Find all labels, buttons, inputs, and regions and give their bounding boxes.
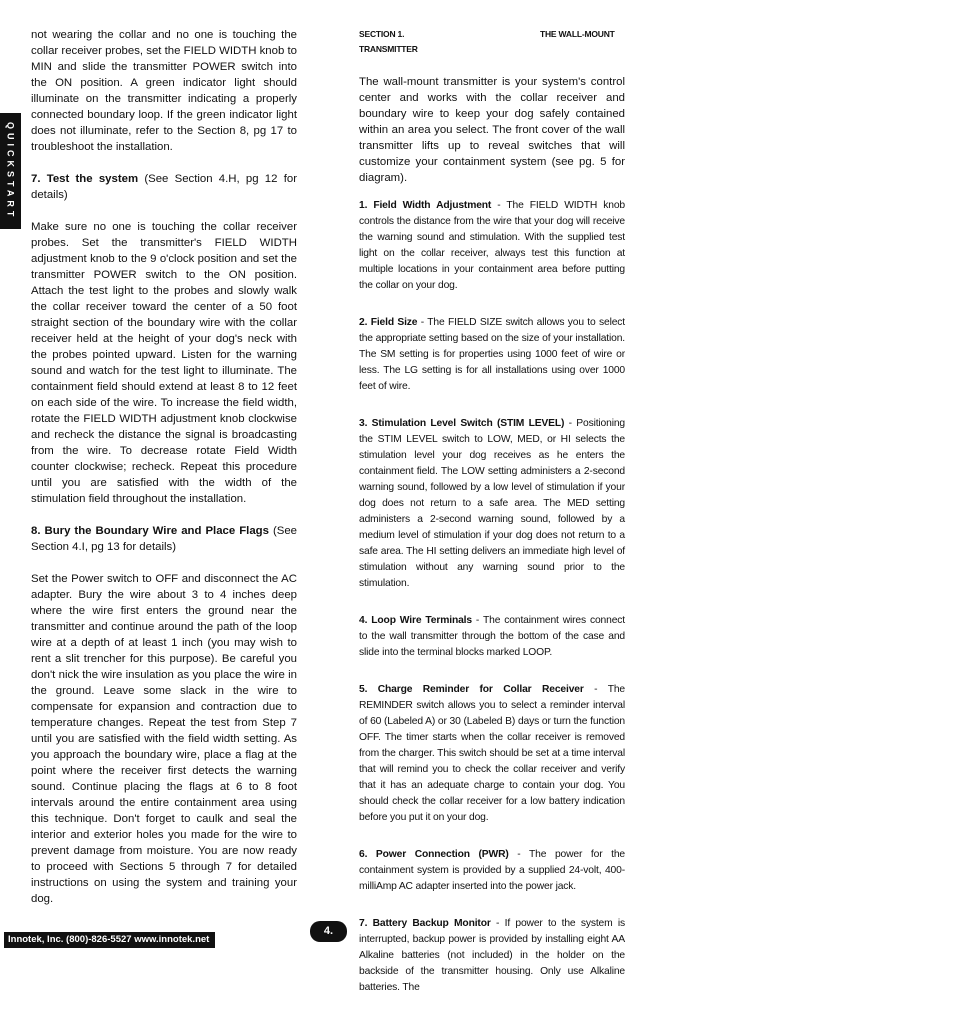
feature-item-text: - The power for the containment system is provided by a supplied 24-volt, 400-milliAmp AC adapter inserted into the power jack. [359, 849, 625, 892]
section-title: THE WALL-MOUNT [540, 29, 615, 39]
section-subtitle: TRANSMITTER [359, 44, 418, 54]
step7-reference: (See Section 4.H, pg 12 for details) [31, 173, 297, 201]
side-tab-label: QUICKSTART [5, 121, 16, 221]
step8-heading [31, 523, 297, 555]
step8-title: 8. Bury the Boundary Wire and Place Flags [31, 525, 269, 537]
step7-body: Make sure no one is touching the collar receiver probes. Set the transmitter's FIELD WIDTH adjustment knob to the 9 o'clock position and set the transmitter POWER switch to the ON position. Attach the test light to the probes and slowly walk the collar receiver toward the center of a 50 foot straight section of the boundary wire with the collar receiver held at the height of your dog's neck with the probes pointed upward. Listen for the warning sound and watch for the test light to illuminate. The containment field should extend at least 8 to 12 feet on each side of the wire. To increase the field width, rotate the FIELD WIDTH adjustment knob clockwise and recheck the distance the signal is broadcasting from the wire. To decrease rotate Field Width counter clockwise; recheck. Repeat this procedure until you are satisfied with the width of the stimulation field throughout the installation. [31, 221, 297, 505]
feature-item-title: 2. Field Size [359, 317, 418, 328]
feature-item-title: 1. Field Width Adjustment [359, 200, 492, 211]
feature-item-text: - The REMINDER switch allows you to select a reminder interval of 60 (Labeled A) or 30 (Labeled B) days or turn the function OFF. The timer starts when the collar receiver is removed from the charger. This switch should be set at a time interval that will remind you to check the collar receiver and verify that it has an adequate charge to contain your dog. You should check the collar receiver for a low battery indication before you put it on your dog. [359, 684, 625, 823]
quickstart-side-tab [0, 113, 21, 229]
feature-item-title: 6. Power Connection (PWR) [359, 849, 509, 860]
page-number: 4. [310, 921, 347, 942]
feature-item-text: - The containment wires connect to the wall transmitter through the bottom of the case and slide into the terminal blocks marked LOOP. [359, 615, 625, 658]
feature-item-title: 5. Charge Reminder for Collar Receiver [359, 684, 584, 695]
step7-heading [31, 171, 297, 203]
feature-item [359, 613, 625, 661]
feature-item [359, 916, 625, 996]
feature-item [359, 847, 625, 895]
section-label: SECTION 1. [359, 29, 405, 39]
section-intro: The wall-mount transmitter is your system's control center and works with the collar receiver and boundary wire to keep your dog safely contained within an area you select. The front cover of the wall transmitter lifts up to reveal switches that will customize your containment system (see pg. 5 for diagram). [359, 76, 625, 184]
step8-reference: (See Section 4.I, pg 13 for details) [31, 525, 297, 553]
step8-body: Set the Power switch to OFF and disconnect the AC adapter. Bury the wire about 3 to 4 inches deep where the wire first enters the ground near the transmitter and continue around the path of the loop wire at a depth of at least 1 inch (you may wish to rent a slit trencher for this purpose). Be careful you don't nick the wire insulation as you place the wire in the ground. Leave some slack in the wire to compensate for expansion and contraction due to temperature changes. Repeat the test from Step 7 until you are satisfied with the field width setting. As you approach the boundary wire, place a flag at the point where the receiver first detects the warning sound. Continue placing the flags at 6 to 8 foot intervals around the entire containment area using this technique. Don't forget to caulk and seal the interior and exterior holes you made for the wire to prevent damage from moisture. You are now ready to proceed with Sections 5 through 7 for detailed instructions on using the system and training your dog. [31, 573, 297, 905]
feature-item-text: - Positioning the STIM LEVEL switch to LOW, MED, or HI selects the stimulation level your dog receives as he enters the containment field. The LOW setting administers a 2-second warning sound, followed by a low level of stimulation if your dog does not return to a safe area. The MED setting administers a 2-second warning sound, followed by a medium level of stimulation if your dog does not return to a safe area. The HI setting delivers an immediate high level of stimulation without any warning sound prior to the stimulation. [359, 418, 625, 589]
feature-item-text: - The FIELD WIDTH knob controls the distance from the wire that your dog will receive the warning sound and stimulation. With the supplied test light on the collar receiver, always test this function at multiple locations in your containment area before putting the collar on your dog. [359, 200, 625, 291]
left-column [31, 27, 297, 923]
feature-item [359, 416, 625, 592]
feature-item-title: 7. Battery Backup Monitor [359, 918, 491, 929]
feature-item [359, 682, 625, 826]
right-column [359, 27, 625, 1017]
company-footer: Innotek, Inc. (800)-826-5527 www.innotek.net [4, 932, 215, 948]
section-heading [359, 27, 625, 57]
feature-item-title: 3. Stimulation Level Switch (STIM LEVEL) [359, 418, 565, 429]
feature-list [359, 198, 625, 996]
intro-paragraph: not wearing the collar and no one is touching the collar receiver probes, set the FIELD WIDTH knob to MIN and slide the transmitter POWER switch into the ON position. A green indicator light should illuminate on the transmitter indicating a properly connected boundary loop. If the green indicator light does not illuminate, refer to the Section 8, pg 17 to troubleshoot the installation. [31, 29, 297, 153]
feature-item [359, 198, 625, 294]
feature-item-title: 4. Loop Wire Terminals [359, 615, 472, 626]
feature-item-text: - The FIELD SIZE switch allows you to select the appropriate setting based on the size of your installation. The SM setting is for properties using 1000 feet of wire or less. The LG setting is for all installations using over 1000 feet of wire. [359, 317, 625, 392]
step7-title: 7. Test the system [31, 173, 139, 185]
feature-item [359, 315, 625, 395]
feature-item-text: - If power to the system is interrupted, backup power is provided by installing eight AA Alkaline batteries (not included) in the holder on the backside of the transmitter housing. Only use Alkaline batteries. The [359, 918, 625, 993]
